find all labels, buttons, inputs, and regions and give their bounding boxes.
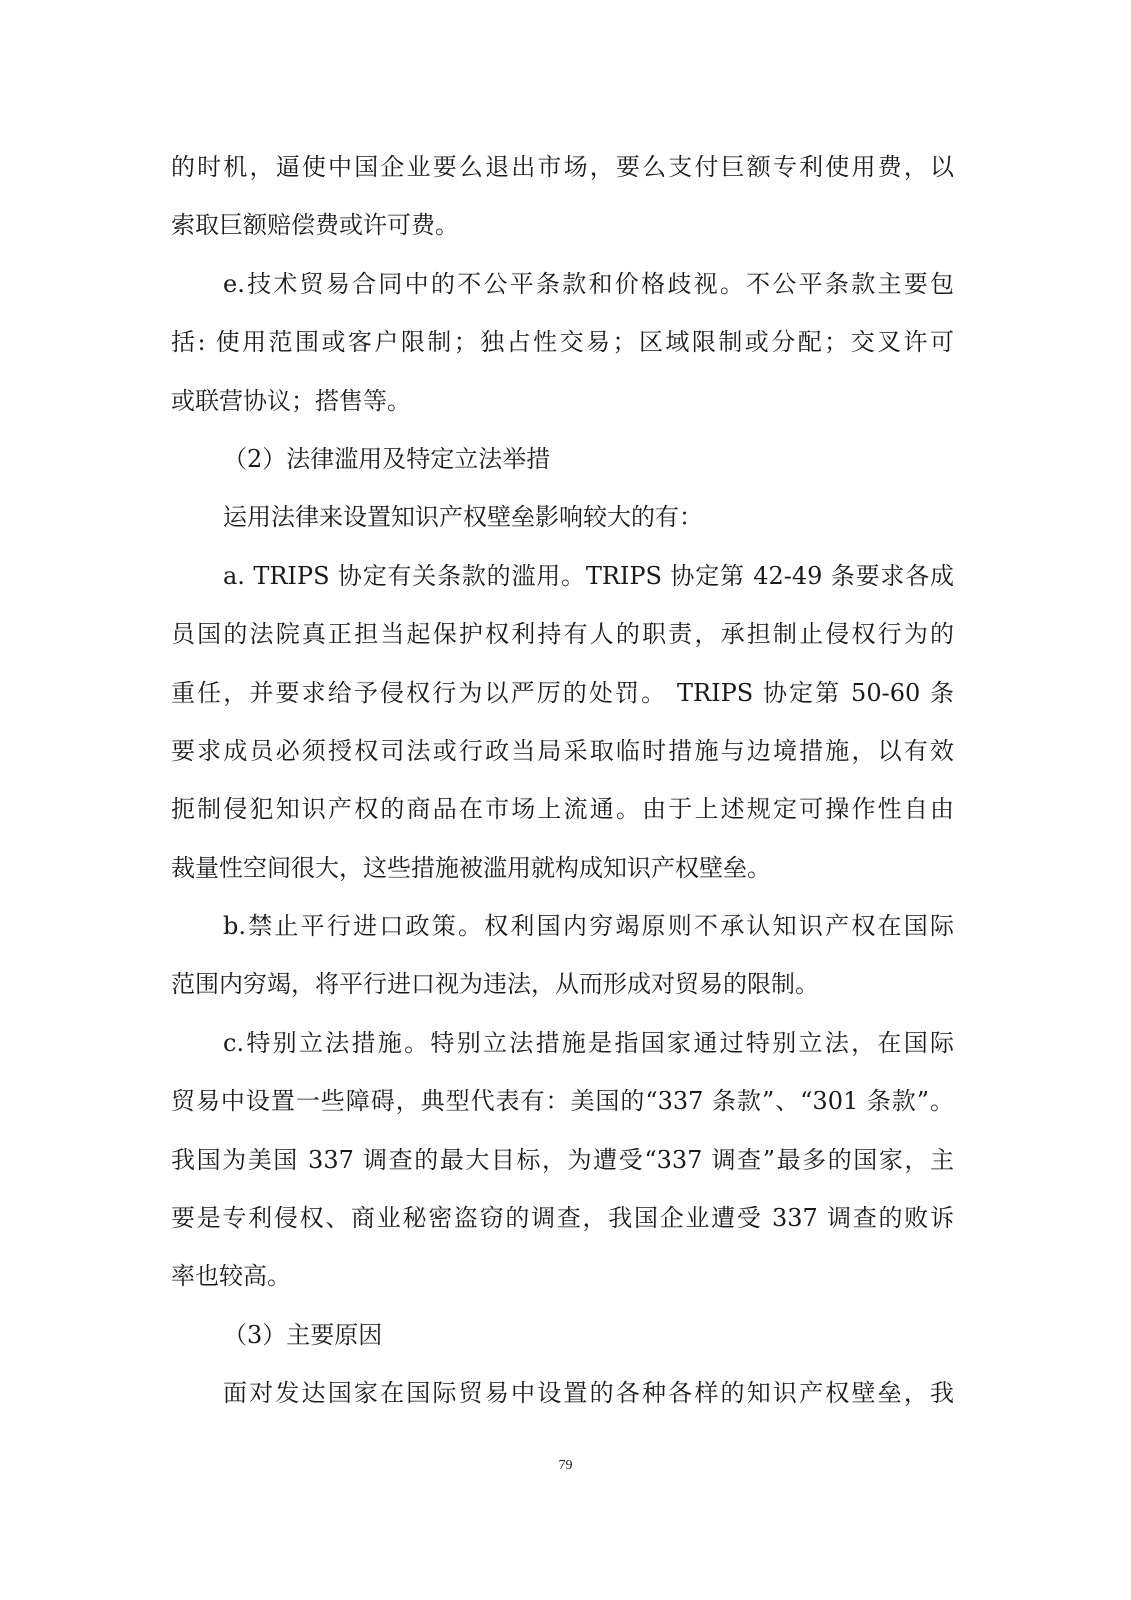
text-line: e.技术贸易合同中的不公平条款和价格歧视。不公平条款主要包 [223, 269, 954, 298]
text-line: 要求成员必须授权司法或行政当局采取临时措施与边境措施，以有效 [171, 736, 954, 765]
text-line: 率也较高。 [171, 1262, 291, 1291]
text-line: 贸易中设置一些障碍，典型代表有：美国的“337 条款”、“301 条款”。 [171, 1087, 954, 1116]
text-line: 运用法律来设置知识产权壁垒影响较大的有： [223, 503, 703, 532]
text-line: 范围内穷竭，将平行进口视为违法，从而形成对贸易的限制。 [171, 970, 819, 999]
section-heading: （3）主要原因 [223, 1320, 383, 1349]
section-heading: （2）法律滥用及特定立法举措 [223, 444, 551, 473]
text-line: 重任，并要求给予侵权行为以严厉的处罚。 TRIPS 协定第 50-60 条 [171, 678, 954, 707]
text-line: 裁量性空间很大，这些措施被滥用就构成知识产权壁垒。 [171, 853, 771, 882]
text-line: 扼制侵犯知识产权的商品在市场上流通。由于上述规定可操作性自由 [171, 795, 954, 824]
text-line: 面对发达国家在国际贸易中设置的各种各样的知识产权壁垒，我 [223, 1379, 954, 1408]
text-line: a. TRIPS 协定有关条款的滥用。TRIPS 协定第 42-49 条要求各成 [223, 561, 954, 590]
text-line: 我国为美国 337 调查的最大目标，为遭受“337 调查”最多的国家，主 [171, 1145, 954, 1174]
text-line: 索取巨额赔偿费或许可费。 [171, 211, 459, 240]
text-line: 员国的法院真正担当起保护权利持有人的职责，承担制止侵权行为的 [171, 620, 954, 649]
text-line: 要是专利侵权、商业秘密盗窃的调查，我国企业遭受 337 调查的败诉 [171, 1204, 954, 1233]
text-line: b.禁止平行进口政策。权利国内穷竭原则不承认知识产权在国际 [223, 912, 954, 941]
text-line: 或联营协议；搭售等。 [171, 386, 411, 415]
text-line: c.特别立法措施。特别立法措施是指国家通过特别立法，在国际 [223, 1028, 954, 1057]
body-text [171, 138, 954, 1423]
text-line: 的时机，逼使中国企业要么退出市场，要么支付巨额专利使用费，以 [171, 153, 954, 181]
text-line: 括: 使用范围或客户限制；独占性交易；区域限制或分配；交叉许可 [171, 328, 954, 357]
page-number: 79 [558, 1458, 573, 1473]
